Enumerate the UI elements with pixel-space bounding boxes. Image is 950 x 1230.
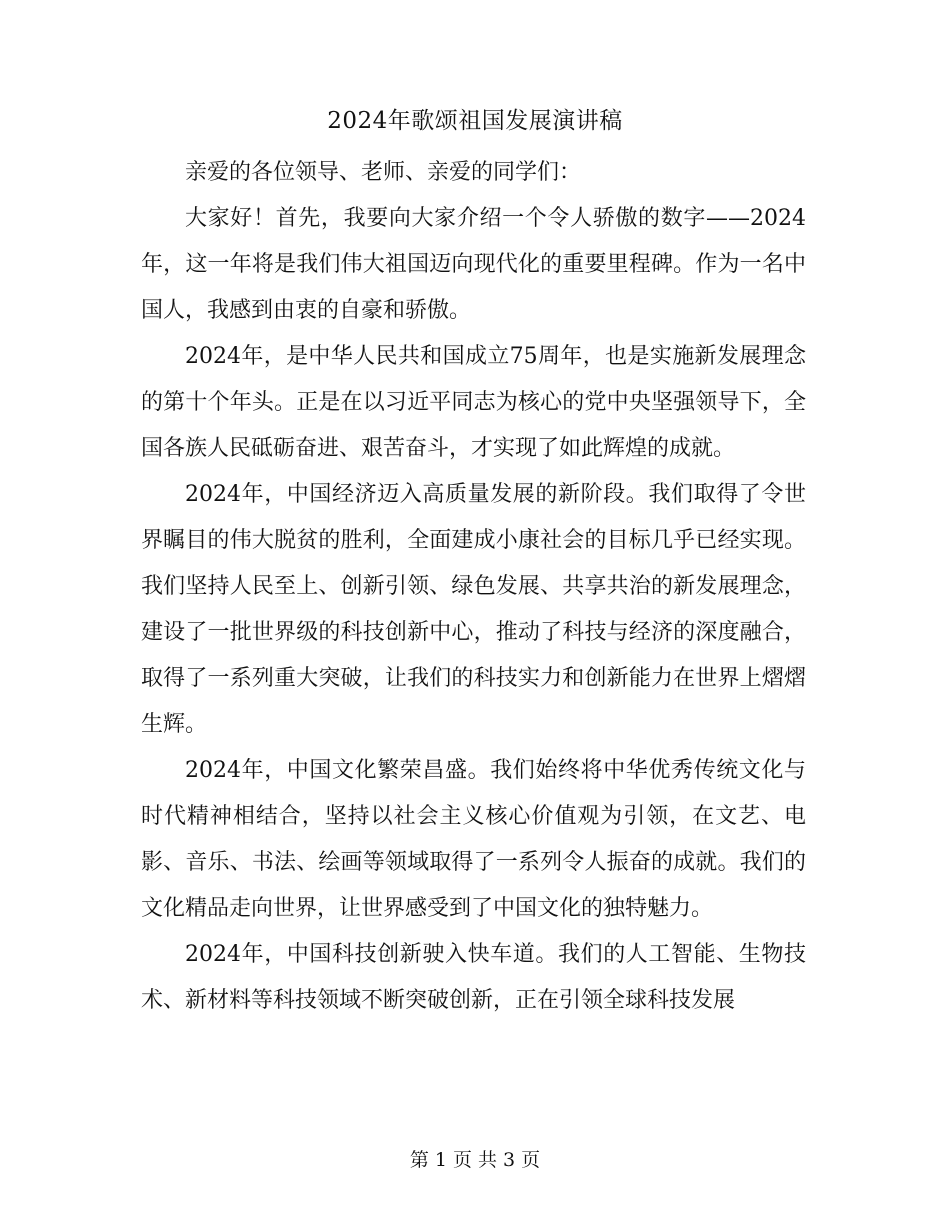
page-number-footer: 第 1 页 共 3 页 (409, 1149, 541, 1171)
paragraph-salutation: 亲爱的各位领导、老师、亲爱的同学们： (185, 160, 582, 185)
paragraph-culture: 2024年，中国文化繁荣昌盛。我们始终将中华优秀传统文化与时代精神相结合，坚持以社会主义核心价值观为引领，在文艺、电影、音乐、书法、绘画等领域取得了一系列令人振奋的成就。我们的文化精品走向世界，让世界感受到了中国文化的独特魅力。 (141, 758, 806, 921)
document-title: 2024年歌颂祖国发展演讲稿 (327, 108, 623, 134)
paragraph-economy: 2024年，中国经济迈入高质量发展的新阶段。我们取得了令世界瞩目的伟大脱贫的胜利，全面建成小康社会的目标几乎已经实现。我们坚持人民至上、创新引领、绿色发展、共享共治的新发展理念，建设了一批世界级的科技创新中心，推动了科技与经济的深度融合，取得了一系列重大突破，让我们的科技实力和创新能力在世界上熠熠生辉。 (141, 482, 806, 737)
document-body (141, 150, 806, 1024)
paragraph-technology: 2024年，中国科技创新驶入快车道。我们的人工智能、生物技术、新材料等科技领域不断突破创新，正在引领全球科技发展 (141, 942, 806, 1013)
paragraph-greeting: 大家好！首先，我要向大家介绍一个令人骄傲的数字——2024年，这一年将是我们伟大祖国迈向现代化的重要里程碑。作为一名中国人，我感到由衷的自豪和骄傲。 (141, 206, 806, 323)
paragraph-anniversary: 2024年，是中华人民共和国成立75周年，也是实施新发展理念的第十个年头。正是在以习近平同志为核心的党中央坚强领导下，全国各族人民砥砺奋进、艰苦奋斗，才实现了如此辉煌的成就。 (141, 344, 806, 461)
